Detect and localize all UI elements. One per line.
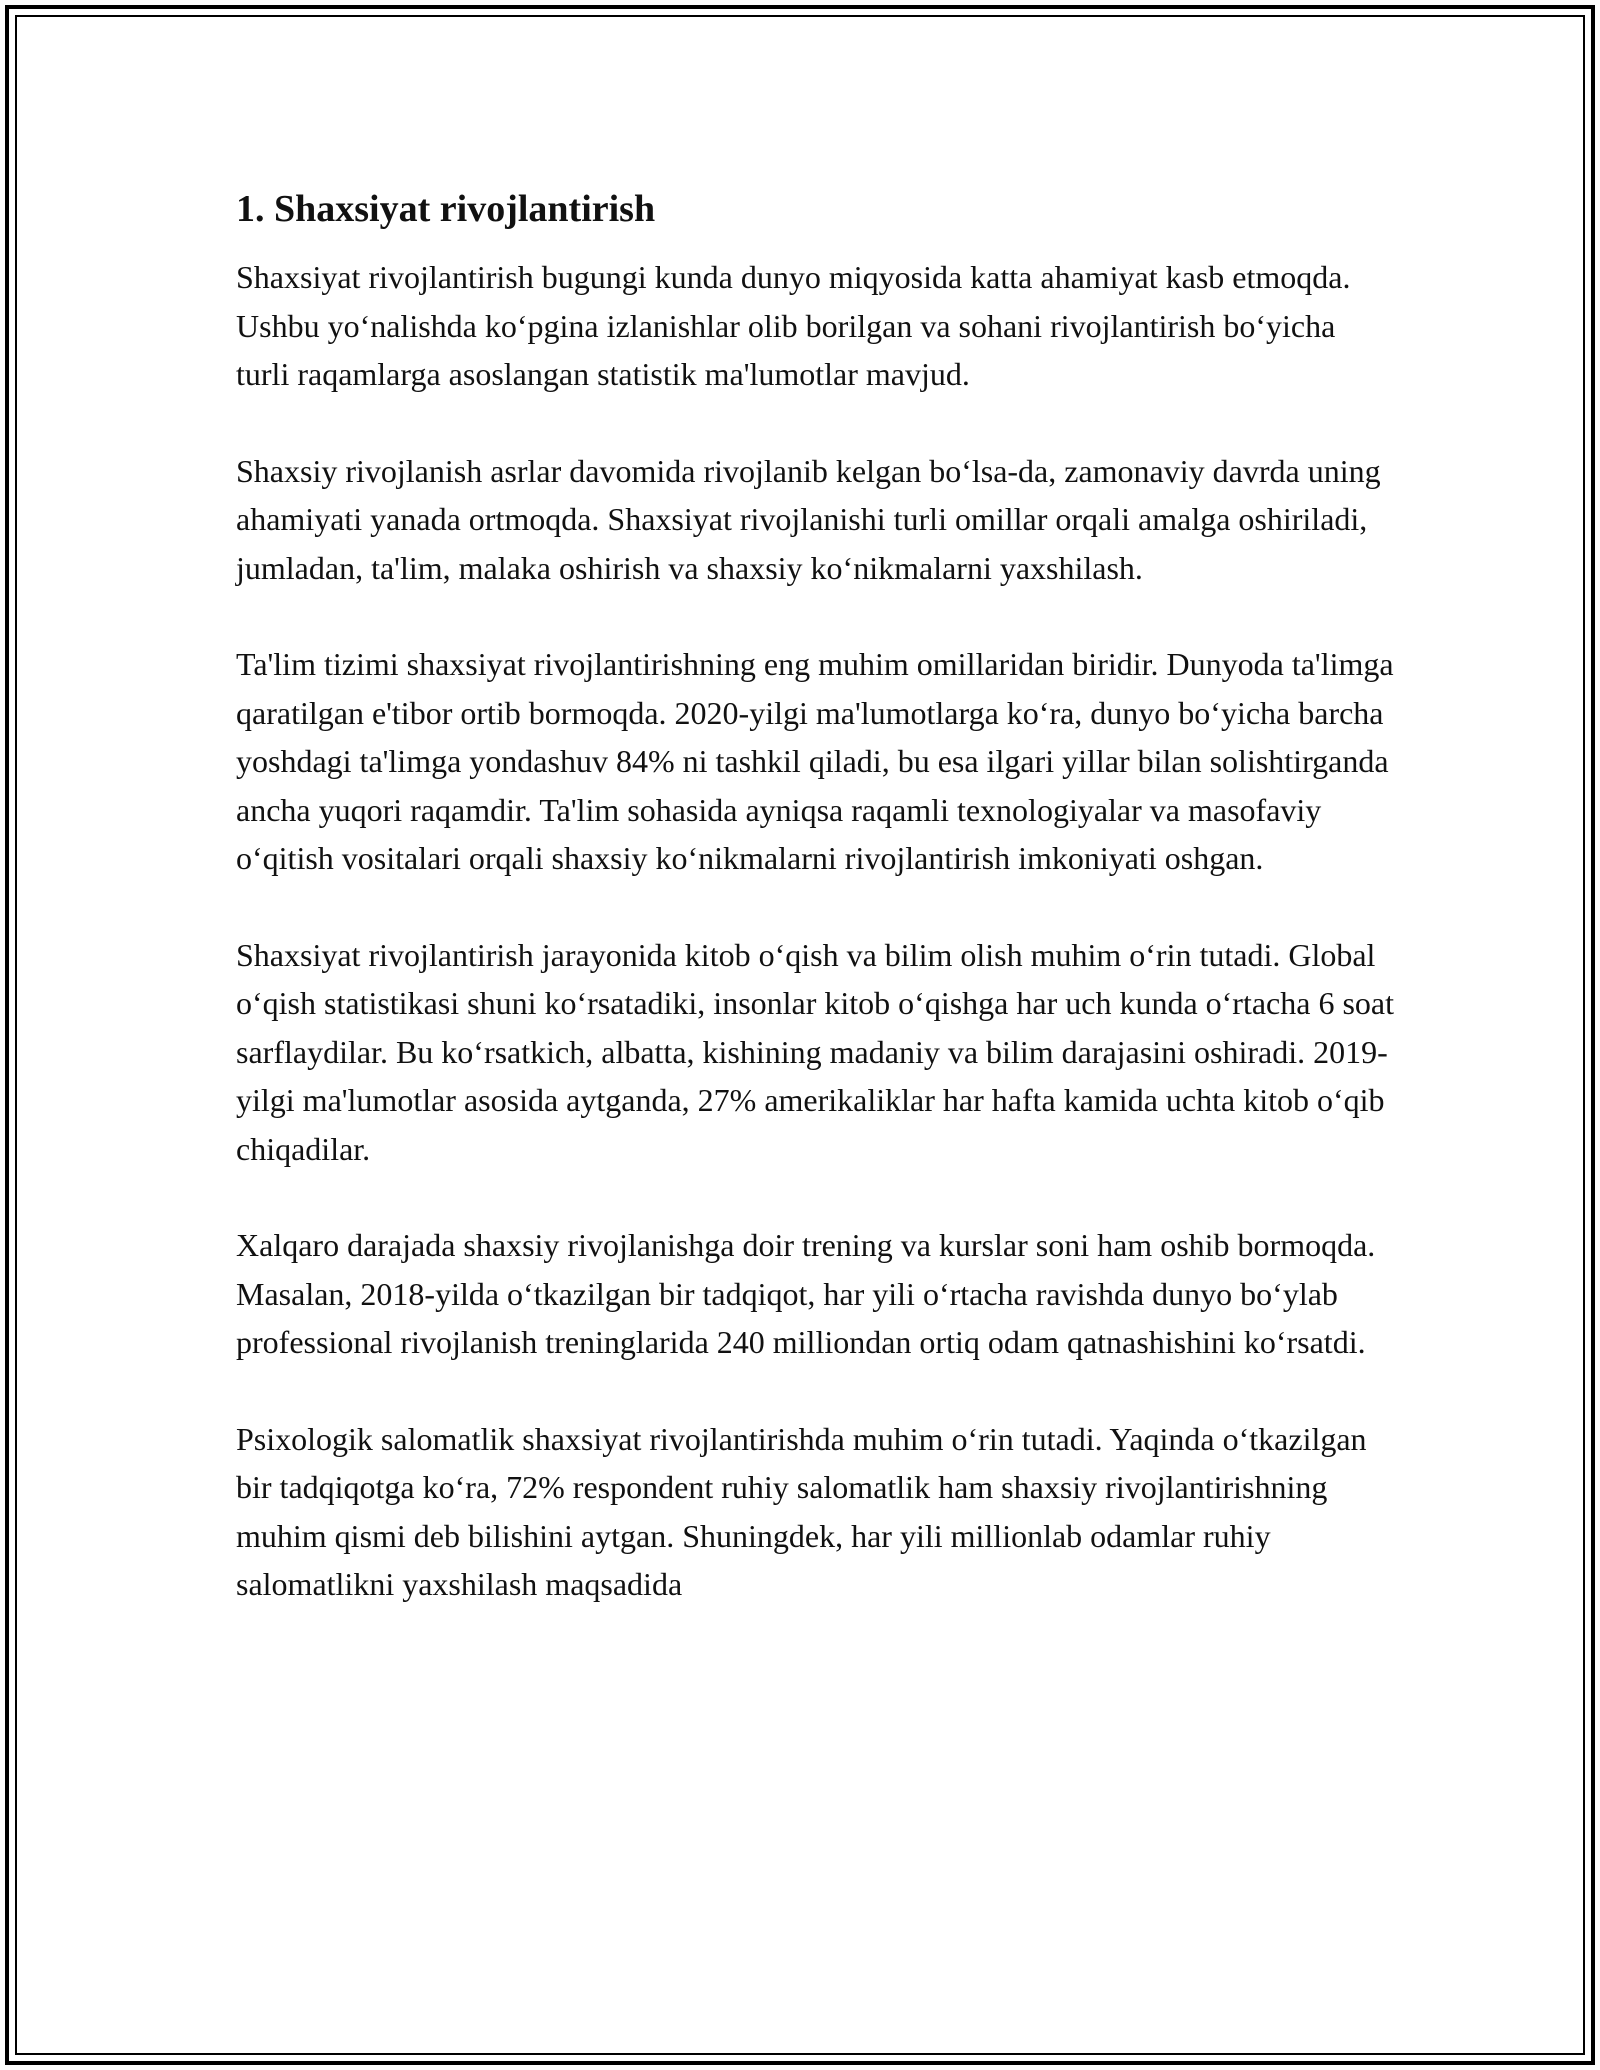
paragraph: Shaxsiyat rivojlantirish bugungi kunda dunyo miqyosida katta ahamiyat kasb etmoqda. Ushbu yo‘nalishda ko‘pgina izlanishlar olib borilgan va sohani rivojlantirish bo‘yicha turli raqamlarga asoslangan statistik ma'lumotlar mavjud. (236, 259, 1351, 392)
paragraph: Shaxsiyat rivojlantirish jarayonida kitob o‘qish va bilim olish muhim o‘rin tutadi. Global o‘qish statistikasi shuni ko‘rsatadiki, insonlar kitob o‘qishga har uch kunda o‘rtacha 6 soat sarflaydilar. Bu ko‘rsatkich, albatta, kishining madaniy va bilim darajasini oshiradi. 2019-yilgi ma'lumotlar asosida aytganda, 27% amerikaliklar har hafta kamida uchta kitob o‘qib chiqadilar. (236, 936, 1394, 1167)
paragraph: Xalqaro darajada shaxsiy rivojlanishga doir trening va kurslar soni ham oshib bormoqda. Masalan, 2018-yilda o‘tkazilgan bir tadqiqot, har yili o‘rtacha ravishda dunyo bo‘ylab professional rivojlanish treninglarida 240 milliondan ortiq odam qatnashishini ko‘rsatdi. (236, 1227, 1376, 1360)
paragraph: Shaxsiy rivojlanish asrlar davomida rivojlanib kelgan bo‘lsa-da, zamonaviy davrda uning ahamiyati yanada ortmoqda. Shaxsiyat rivojlanishi turli omillar orqali amalga oshiriladi, jumladan, ta'lim, malaka oshirish va shaxsiy ko‘nikmalarni yaxshilash. (236, 452, 1381, 586)
paragraph: Ta'lim tizimi shaxsiyat rivojlantirishning eng muhim omillaridan biridir. Dunyoda ta'limga qaratilgan e'tibor ortib bormoqda. 2020-yilgi ma'lumotlarga ko‘ra, dunyo bo‘yicha barcha yoshdagi ta'limga yondashuv 84% ni tashkil qiladi, bu esa ilgari yillar bilan solishtirganda ancha yuqori raqamdir. Ta'lim sohasida ayniqsa raqamli texnologiyalar va masofaviy o‘qitish vositalari orqali shaxsiy ko‘nikmalarni rivojlantirish imkoniyati oshgan. (236, 646, 1394, 876)
document-body (236, 185, 1396, 1657)
section-heading: 1. Shaxsiyat rivojlantirish (236, 188, 656, 230)
paragraph: Psixologik salomatlik shaxsiyat rivojlantirishda muhim o‘rin tutadi. Yaqinda o‘tkazilgan bir tadqiqotga ko‘ra, 72% respondent ruhiy salomatlik ham shaxsiy rivojlantirishning muhim qismi deb bilishini aytgan. Shuningdek, har yili millionlab odamlar ruhiy salomatlikni yaxshilash maqsadida (236, 1420, 1367, 1602)
